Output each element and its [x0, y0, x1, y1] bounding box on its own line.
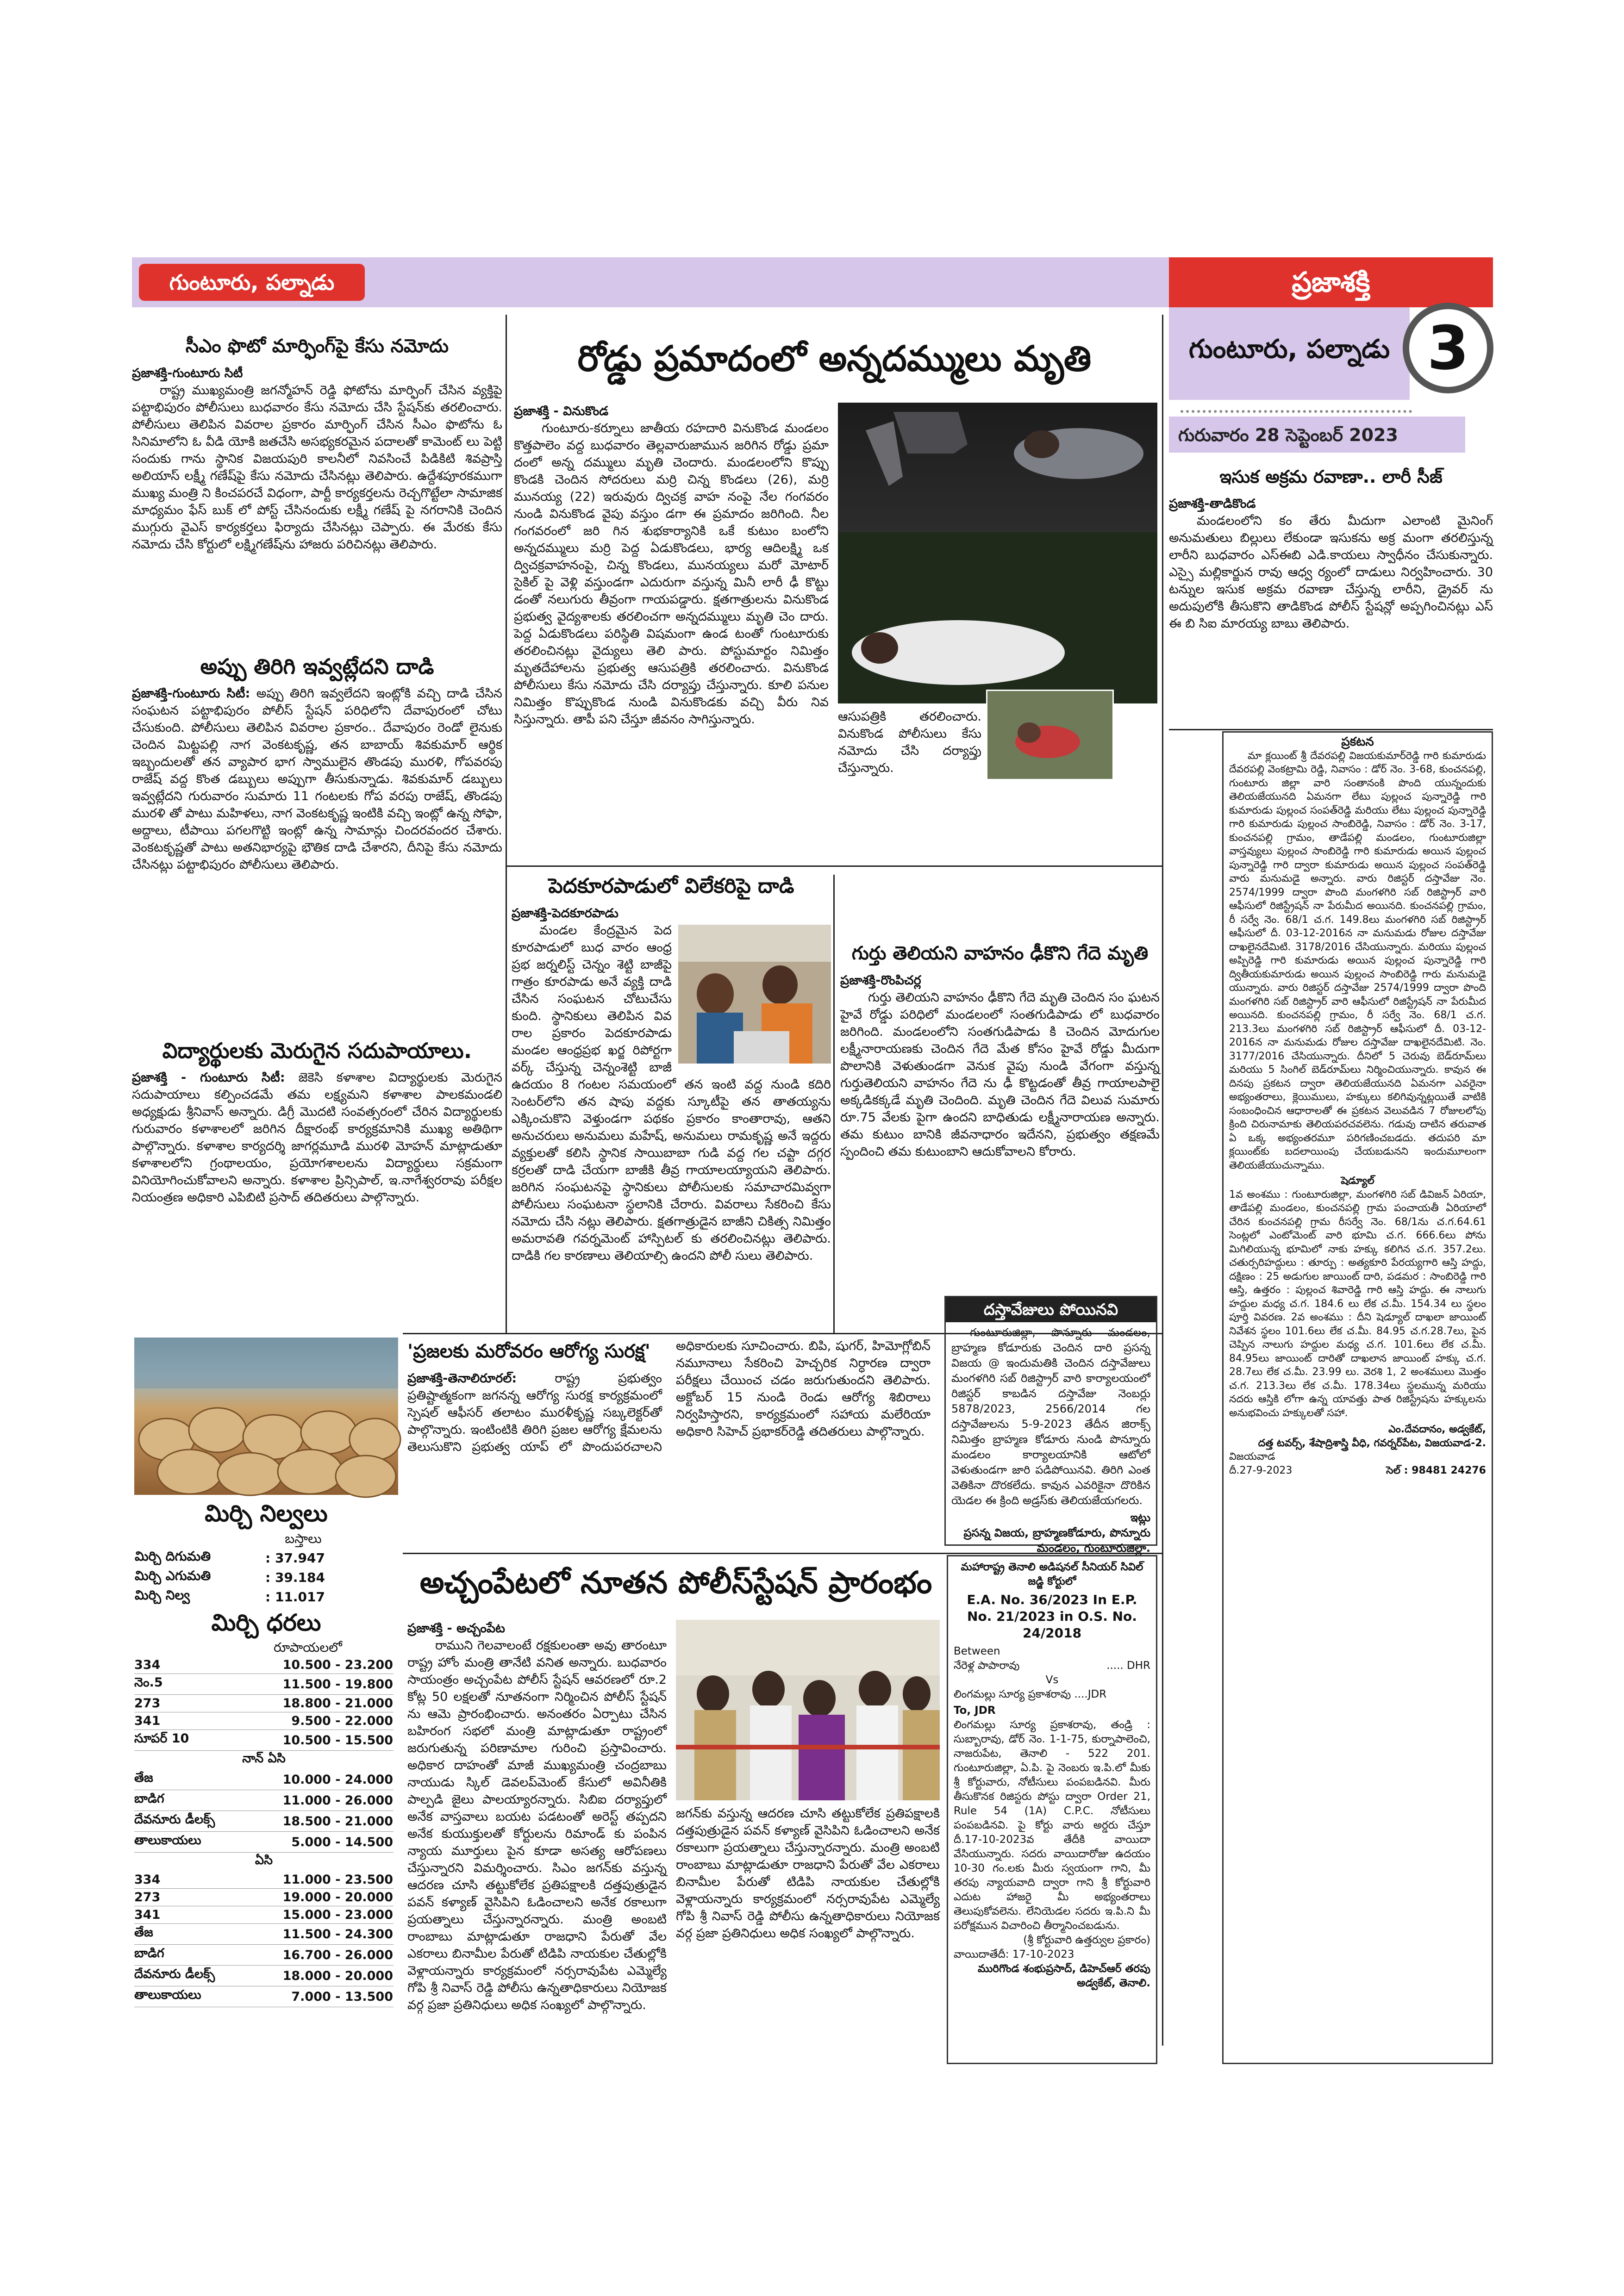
price-row: [134, 1730, 394, 1751]
lost-docs-sig-label: ఇట్లు: [1130, 1511, 1150, 1524]
cow-body: గుర్తు తెలియని వాహనం ఢీకొని గేదె మృతి చెందిన సం ఘటన హైవే రోడ్డు పరిధిలో మండలంలో సంతగుడిపాడు లో బుధవారం జరిగింది. మండలంలోని సంతగుడిపాడు కి చెందిన మోదుగుల లక్ష్మీనారాయణకు చెందిన గేదె మేత కోసం హైవే రోడ్డు మీదుగా పొలానికి వెళుతుండగా వెనుక వైపు నుండి వేగంగా వస్తున్న గుర్తుతెలియని వాహనం గేదె ను ఢీ కొట్టడంతో తీవ్ర గాయాలపాలై అక్కడికక్కడే మృతి చెందింది. మృతి చెందిన గేదె విలువ సుమారు రూ.75 వేలకు పైగా ఉందని బాధితుడు లక్ష్మీనారాయణ అన్నారు. తమ కుటుం బానికి జీవనాధారం ఇదేనని, ప్రభుత్వం తక్షణమే స్పందించి తమ కుటుంబాని ఆదుకోవాలని కోరారు.: [840, 990, 1160, 1159]
price-variety: నెం.5: [134, 1675, 163, 1690]
hrule-lead: [507, 865, 1162, 867]
police-continued: జగన్‌కు వస్తున్న ఆదరణ చూసి తట్టుకోలేక ప్రతిపక్షాలకి దత్తపుత్రుడైన పవన్ కళ్యాణ్ వైసిపిని ఓడించాలని అనేక రకాలుగా ప్రయత్నాలు చేస్తున్నారన్నారు. మంత్రి అంబటి రాంబాబు మాట్లాడుతూ రాజధాని పేరుతో వేల ఎకరాలు బినామీల పేరుతో టిడిపి నాయకుల చేతుల్లోకి వెళ్లాయన్నారు కార్యక్రమంలో నర్సరావుపేట ఎమ్మెల్యే గోపి శ్రీ నివాస్ రెడ్డి పోలీసు ఉన్నతాధికారులు నియోజక వర్గ ప్రజా ప్రతినిధులు అధిక సంఖ్యలో పాల్గొన్నారు.: [676, 1806, 940, 1941]
price-variety: బాడిగ: [134, 1946, 164, 1960]
court-between: Between: [954, 1645, 1000, 1657]
court-role1: ..... DHR: [1106, 1660, 1150, 1672]
legal-place: విజయవాడ: [1229, 1451, 1275, 1462]
price-range: 10.500 - 15.500: [282, 1733, 393, 1748]
chilli-market-photo: [134, 1338, 398, 1495]
price-range: 18.800 - 21.000: [282, 1696, 393, 1711]
mirchi-prices-title: మిర్చి ధరలు: [211, 1609, 321, 1636]
price-range: 10.000 - 24.000: [282, 1772, 393, 1787]
health-body: రాష్ట్ర ప్రభుత్వం ప్రతిష్టాత్మకంగా జగనన్న ఆరోగ్య సురక్ష కార్యక్రమంలో స్పెషల్ ఆఫీసర్ తలాటం మురళీకృష్ణ సబ్కలెక్టర్‌తో పాల్గొన్నారు. ఇంటింటికి తిరిగి ప్రజల ఆరోగ్య క్షేమలను తెలుసుకొని ప్రభుత్వ యాప్ లో పొందుపరచాలని అధికారులకు సూచించారు. బిపి, షుగర్, హిమోగ్లోబిన్ నమూనాలు సేకరించి హెచ్చరిక నిర్ధారణ ద్వారా పరీక్షలు చేయించ చడం జరుగుతుందని తెలిపారు. అక్టోబర్ 15 నుండి రెండు ఆరోగ్య శిబిరాలు నిర్వహిస్తారని, కార్యక్రమంలో సహాయ మలేరియా అధికారి సిహెచ్ ప్రభాకర్‌రెడ్డి తదితరులు పాల్గొన్నారు.: [407, 1339, 931, 1454]
price-subhead: [134, 1751, 394, 1770]
police-text-a: [407, 1620, 667, 2064]
court-party2: లింగమల్లు సూర్య ప్రకాశరావు ....JDR: [954, 1688, 1107, 1700]
story-debt-dateline: ప్రజాశక్తి-గుంటూరు సిటీ:: [132, 686, 250, 701]
col-rule-1: [506, 315, 507, 1333]
court-name: మహారాష్ట్ర తెనాలి అడిషనల్ సీనియర్ సివిల్ జడ్జి కోర్టులో: [961, 1561, 1143, 1587]
police-inauguration-photo: [676, 1620, 940, 1800]
price-subhead-label: ఏసి: [255, 1853, 273, 1867]
lead-text-col: [514, 403, 829, 861]
price-row: [134, 1945, 394, 1966]
police-headline: అచ్చంపేటలో నూతన పోలీస్‌స్టేషన్ ప్రారంభం: [419, 1565, 932, 1600]
court-party1: నేరెళ్ల పాపారావు: [954, 1660, 1020, 1672]
price-variety: సూపర్ 10: [134, 1731, 189, 1746]
price-variety: దేవనూరు డీలక్స్: [134, 1812, 215, 1827]
story-morphing: [132, 332, 502, 652]
price-range: 10.500 - 23.200: [282, 1658, 393, 1672]
court-body: లింగమల్లు సూర్య ప్రకాశరావు, తండ్రి : సుబ్బారావు, డోర్ నెం. 1-1-75, కుర్నాపాలెంచి, నాజరుపేట, తెనాలి - 522 201. గుంటూరుజిల్లా, ఏ.పి. పై నెంబరు ఇ.పి.లో మీకు శ్రీ కోర్టువారు, నోటీసులు పంపబడినవి. మీరు తీసుకొనక రిజిస్టరు పోస్టు ద్వారా Order 21, Rule 54 (1A) C.P.C. నోటీసులు పంపబడినవి. పై కోర్టు వారు అర్డరు చేస్తూ దీ.17-10-2023వ తేదీకి వాయిదా వేసియున్నారు. సదరు వాయిదారోజు ఉదయం 10-30 గం.లకు మీరు స్వయంగా గాని, మీ తరపు న్యాయవాది ద్వారా గాని శ్రీ కోర్టువారి ఎదుట హాజరై మీ అభ్యంతరాలు తెలుపుకోవలెను. లేనియెడల సదరు ఇ.పి.ని మీ పరోక్షమున విచారించి తీర్మానించబడును.: [954, 1719, 1150, 1932]
lead-dateline: ప్రజాశక్తి - వినుకొండ: [514, 404, 609, 418]
lost-docs-box: [944, 1296, 1157, 1555]
stock-row: [134, 1568, 394, 1587]
lead-accident-photo: [838, 403, 1157, 703]
stock-label: మిర్చి ఎగుమతి: [135, 1568, 211, 1583]
price-variety: 341: [134, 1714, 161, 1728]
story-morphing-headline: సీఎం ఫొటో మార్ఫింగ్‌పై కేసు నమోదు: [185, 336, 449, 357]
price-variety: 273: [134, 1890, 161, 1904]
legal-signer-address: దత్త టవర్స్, శేషాద్రిశాస్త్రి వీధి, గవర్నర్‌పేట, విజయవాడ-2.: [1258, 1437, 1486, 1449]
story-sand: [1169, 463, 1493, 722]
cow-headline: గుర్తు తెలియని వాహనం ఢీకొని గేదె మృతి: [851, 943, 1149, 964]
price-row: [134, 1924, 394, 1945]
price-variety: తేజ: [134, 1925, 153, 1940]
price-row: [134, 1656, 394, 1674]
police-text-b: [676, 1805, 940, 2064]
price-variety: దేవనూరు డీలక్స్: [134, 1967, 215, 1981]
price-row: [134, 1674, 394, 1695]
lost-docs-body: గుంటూరుజిల్లా, పొన్నూరు మండలం, బ్రాహ్మణ కోడూరుకు చెందిన దారి ప్రసన్న విజయ @ ఇందుమతికి చెందిన దస్తావేజులు మంగళగిరి సబ్ రిజిస్ట్రార్ వారి కార్యాలయంలో రిజిస్టర్ కాబడిన దస్తావేజు నెంబర్లు 5878/2023, 2566/2014 గల దస్తావేజులను 5-9-2023 తేదీన జిరాక్స్ నిమిత్తం బ్రాహ్మణ కోడూరు నుండి పొన్నూరు మండలం కార్యాలయానికి ఆటోలో వెళుతుండగా జారి పడిపోయినవి. తిరిగి ఎంత వెతికినా దొరకలేదు. కావున ఎవరికైనా దొరికిన యెడల ఈ క్రింది అడ్రస్‌కు తెలియజేయగలరు.: [951, 1326, 1150, 1507]
price-range: 15.000 - 23.000: [282, 1908, 393, 1922]
legal-phone: సెల్ : 98481 24276: [1386, 1464, 1486, 1476]
court-case-number: E.A. No. 36/2023 In E.P. No. 21/2023 in O.S. No. 24/2018: [967, 1592, 1137, 1641]
price-range: 11.500 - 19.800: [282, 1677, 393, 1692]
price-variety: 334: [134, 1658, 161, 1672]
price-subhead: [134, 1853, 394, 1872]
price-row: [134, 1832, 394, 1853]
price-variety: తేజ: [134, 1771, 153, 1785]
price-row: [134, 1769, 394, 1790]
sand-headline: ఇసుక అక్రమ రవాణా.. లారీ సీజ్: [1219, 467, 1443, 487]
price-variety: 341: [134, 1908, 161, 1922]
price-subhead-label: నాన్ ఏసి: [242, 1751, 286, 1766]
lead-body: గుంటూరు-కర్నూలు జాతీయ రహదారి వినుకొండ మండలం కొత్తపాలెం వద్ద బుధవారం తెల్లవారుజామున జరిగిన రోడ్డు ప్రమా దంలో అన్న దమ్ములు మృతి చెందారు. మండలంలోని కొప్పు కొండకి చెందిన సోదరులు మర్రి చిన్న కొండలు (26), మర్రి మునయ్య (22) ఇరువురు ద్విచక్ర వాహ నంపై నేల గంగవరం నుండి వినుకొండ వైపు వస్తుం డగా ఈ ప్రమాదం జరిగింది. నీల గంగవరంలో జరి గిన శుభకార్యానికి ఒకే కుటుం బంలోని అన్నదమ్ములు మర్రి పెద్ద ఏడుకొండలు, భార్య ఆదిలక్ష్మి ఒక ద్విచక్రవాహనంపై, చిన్న కొండలు, మునయ్యలు మరో మోటార్ సైకిల్ పై వెళ్లి వస్తుండగా ఎదురుగా వస్తున్న మినీ లారీ ఢీ కొట్టు డంతో నలుగురు తీవ్రంగా గాయపడ్డారు. క్షతగాత్రులను వినుకొండ ప్రభుత్వ వైద్యశాలకు తరలించగా అన్నదమ్ములు మృతి చెం దారు. పెద్ద ఏడుకొండలు పరిస్థితి విషమంగా ఉండ టంతో గుంటూరుకు తరలించినట్లు వైద్యులు తెలి పారు. పోస్టుమార్టం నిమిత్తం మృతదేహాలను ప్రభుత్వ ఆసుపత్రికి తరలించారు. వినుకొండ పోలీసులు కేసు నమోదు చేసి దర్యాప్తు చేస్తున్నారు. కూలి పనుల నిమిత్తం కొప్పుకొండ నుండి వినుకొండకు వచ్చి వీరు నివ సిస్తున్నారు. తాపీ పని చేస్తూ జీవనం సాగిస్తున్నారు.: [514, 421, 829, 727]
story-cow: [840, 940, 1160, 1291]
story-debt-headline: అప్పు తిరిగి ఇవ్వట్లేదని దాడి: [200, 654, 434, 679]
price-row: [134, 1889, 394, 1906]
col-rule-3: [833, 875, 835, 1333]
brand-logo: ప్రజాశక్తి: [1292, 266, 1370, 299]
price-row: [134, 1986, 394, 2007]
price-range: 19.000 - 20.000: [282, 1890, 393, 1904]
stock-label: మిర్చి దిగుమతి: [135, 1549, 211, 1564]
court-notice-box: [947, 1555, 1157, 2064]
price-row: [134, 1712, 394, 1730]
price-range: 16.700 - 26.000: [282, 1948, 393, 1962]
stock-value: : 37.947: [265, 1550, 325, 1566]
legal-signer: ఎం.దేవదానం, అడ్వకేట్,: [1388, 1424, 1486, 1435]
cow-dateline: ప్రజాశక్తి-రొంపిచర్ల: [840, 973, 921, 988]
page-number: 3: [1427, 313, 1469, 383]
price-variety: తాలుకాయలు: [134, 1988, 201, 2002]
lost-docs-title: దస్తావేజులు పోయినవి: [946, 1297, 1156, 1322]
stock-label: మిర్చి నిల్వ: [135, 1587, 190, 1603]
police-body: రాముని గెలవాలంటే రక్షకులంతా అవు తారంటూ రాష్ట్ర హోం మంత్రి తానేటి వనిత అన్నారు. బుధవారం సాయంత్రం అచ్చంపేట పోలీస్ స్టేషన్ ఆవరణలో రూ.2 కోట్ల 50 లక్షలతో నూతనంగా నిర్మించిన పోలీస్ స్టేషన్ ను ఆమె ప్రారంభించారు. అనంతరం ఏర్పాటు చేసిన బహిరంగ సభలో మంత్రి మాట్లాడుతూ రాష్ట్రంలో జరుగుతున్న పరిణామాల గురించి ప్రస్తావించారు. అధికార దాహంతో మాజీ ముఖ్యమంత్రి చంద్రబాబు నాయుడు స్కిల్ డెవలప్‌మెంట్ కేసులో అవినీతికి పాల్పడి జైలు పాలయ్యారన్నారు. సిబిఐ దర్యాప్తులో అనేక వాస్తవాలు బయట పడటంతో అరెస్ట్ తప్పదని అనేక కుయుక్తులతో కోర్టులను రిమాండ్ కు పంపిన న్యాయ మూర్తులు పైన కూడా అసత్య ఆరోపణలు చేస్తున్నారని విమర్శించారు. సిఎం జగన్‌కు వస్తున్న ఆదరణ చూసి తట్టుకోలేక ప్రతిపక్షాలకి దత్తపుత్రుడైన పవన్ కళ్యాణ్ వైసిపిని ఓడించాలని అనేక రకాలుగా ప్రయత్నాలు చేస్తున్నారన్నారు. మంత్రి అంబటి రాంబాబు మాట్లాడుతూ రాజధాని పేరుతో వేల ఎకరాలు బినామీల పేరుతో టిడిపి నాయకుల చేతుల్లోకి వెళ్లాయన్నారు కార్యక్రమంలో నర్సరావుపేట ఎమ్మెల్యే గోపి శ్రీ నివాస్ రెడ్డి పోలీసు ఉన్నతాధికారులు నియోజక వర్గ ప్రజా ప్రతినిధులు అధిక సంఖ్యలో పాల్గొన్నారు.: [407, 1638, 667, 2012]
price-row: [134, 1871, 394, 1889]
price-range: 11.000 - 23.500: [282, 1873, 393, 1887]
price-range: 18.500 - 21.000: [282, 1814, 393, 1829]
section-label: గుంటూరు, పల్నాడు: [139, 264, 365, 301]
health-dateline: ప్రజాశక్తి-తెనాలిరూరల్:: [407, 1371, 517, 1386]
pedakurapadu-headline: పెదకూరపాడులో విలేకరిపై దాడి: [548, 874, 794, 898]
lost-docs-sig-name: ప్రసన్న విజయ, బ్రాహ్మణకోడూరు, పొన్నూరు మండలం, గుంటూరుజిల్లా.: [963, 1526, 1150, 1555]
pedakurapadu-dateline: ప్రజాశక్తి-పెదకూరపాడు: [512, 906, 618, 921]
price-range: 5.000 - 14.500: [291, 1835, 393, 1849]
court-hearing-date: వాయిదాతేదీ: 17-10-2023: [954, 1948, 1074, 1960]
story-students-dateline: ప్రజాశక్తి - గుంటూరు సిటీ:: [132, 1070, 285, 1085]
price-variety: బాడిగ: [134, 1792, 164, 1806]
health-headline: 'ప్రజలకు మరోవరం ఆరోగ్య సురక్ష': [407, 1341, 650, 1362]
col-rule-2: [1162, 315, 1163, 2046]
dot-rule: [1181, 410, 1412, 413]
sand-body: మండలంలోని కం తేరు మీదుగా ఎలాంటి మైనింగ్ అనుమతులు బిల్లులు లేకుండా ఇసుకను అక్ర మంగా తరలిస్తున్న లారీని బుధవారం ఎస్ఈబి ఎడి.కాయలు స్వాధీనం చేసుకున్నారు. ఎస్సై మల్లికార్జున రావు ఆధ్వ ర్యంలో దాడులు నిర్వహించారు. 30 టన్నుల ఇసుక అక్రమ రవాణా చేస్తున్న లారీని, డ్రైవర్ ను అదుపులోకి తీసుకొని తాడికొండ పోలీస్ స్టేషన్లో అప్పగించినట్లు ఎస్ ఈ బి సిఐ మారయ్య బాబు తెలిపారు.: [1169, 514, 1493, 631]
price-row: [134, 1811, 394, 1832]
price-range: 9.500 - 22.000: [291, 1714, 393, 1728]
brand-box: [1169, 257, 1493, 307]
price-row: [134, 1695, 394, 1712]
price-variety: 273: [134, 1696, 161, 1711]
story-health: [407, 1338, 931, 1550]
price-row: [134, 1966, 394, 1986]
pedakurapadu-body: మండల కేంద్రమైన పెద కూరపాడులో బుధ వారం ఆంధ్ర ప్రభ జర్నలిస్ట్ చెన్నం శెట్టి బాజీపై గాత్రం కూరపాడు అనే వ్యక్తి దాడి చేసిన సంఘటన చోటుచేసు కుంది. స్థానికులు తెలిపిన వివ రాల ప్రకారం పెదకూరపాడు మండల ఆంధ్రప్రభ ఖర్జ రిపోర్టగా వర్క్ చేస్తున్న చెన్నంశెట్టి బాజీ ఉదయం 8 గంటల సమయంలో తన ఇంటి వద్ద నుండి కదిరి సెంటర్‌లోని తన షాపు వద్దకు స్కూటీపై తన తాతయ్యను ఎక్కించుకొని వెళ్తుండగా పథకం ప్రకారం కాంతారావు, ఆతని అనుచరులు అనుమలు మహేష్, అనుమలు రామకృష్ణ అనే ఇద్దరు వ్యక్తులతో కలిసి స్థానిక సాయిబాబా గుడి వద్ద గల చప్టా దగ్గర కర్రలతో దాడి చేయగా బాజీకి తీవ్ర గాయాలయ్యాయని తెలిపారు. జరిగిన సంఘటనపై స్థానికులు పోలీసులకు సమాచారమివ్వగా పోలీసులు సంఘటనా స్థలానికి చేరారు. వివరాలు సేకరించి కేసు నమోదు చేసి నట్లు తెలిపారు. క్షతగాత్రుడైన బాజీని చికిత్స నిమిత్తం అమరావతి గవర్నమెంట్ హాస్పిటల్ కు తరలించినట్లు తెలిపారు. దాడికి గల కారణాలు తెలియాల్సి ఉందని పోలీ సులు తెలిపారు.: [512, 923, 831, 1263]
story-students-body: జెకెసి కళాశాల విద్యార్థులకు మెరుగైన సదుపాయాలు కల్పించడమే తమ లక్ష్యమని కళాశాల పాలకమండలి అధ్యక్షుడు శ్రీనివాస్ అన్నారు. డిగ్రీ మొదటి సంవత్సరంలో చేరిన విద్యార్థులకు గురువారం కళాశాలలో జరిగిన దీక్షారంభ్ కార్యక్రమానికి ముఖ్య అతిథిగా పాల్గొన్నారు. కళాశాల కార్యదర్శి జాగర్లమూడి మురళి మోహన్ మాట్లాడుతూ కళాశాలలోని గ్రంథాలయం, ప్రయోగశాలలను విద్యార్థులు సక్రమంగా వినియోగించుకోవాలని అన్నారు. కళాశాల ప్రిన్సిపాల్, ఇ.నాగేశ్వరరావు పరీక్షల నియంత్రణ అధికారి ఎపిబిటి ప్రసాద్ తదితరులు పాల్గొన్నారు.: [132, 1070, 502, 1205]
lead-headline: రోడ్డు ప్రమాదంలో అన్నదమ్ములు మృతి: [577, 338, 1092, 379]
price-row: [134, 1906, 394, 1924]
lead-continued-text: ఆసుపత్రికి తరలించారు. వినుకొండ పోలీసులు కేసు నమోదు చేసి దర్యాప్తు చేస్తున్నారు.: [838, 709, 981, 775]
issue-date: గురువారం 28 సెప్టెంబర్ 2023: [1178, 425, 1398, 445]
hrule-right: [1169, 729, 1493, 730]
story-morphing-body: రాష్ట్ర ముఖ్యమంత్రి జగన్మోహన్ రెడ్డి ఫోటోను మార్ఫింగ్ చేసిన వ్యక్తిపై పట్టాభిపురం పోలీసులు బుధవారం కేసు నమోదు చేసి స్టేషన్‌కు తరలించారు. పోలీసులు తెలిపిన వివరాల ప్రకారం మార్ఫింగ్ చేసిన సీఎం ఫొటోను ఓ సినిమాలోని ఓ వీడి యోకి జతచేసి అసభ్యకరమైన పదాలతో కామెంట్ లు పెట్టి సందుకు గాను స్థానిక విజయపురి కాలనీలో నివసించే పిడికిటి శివప్రాస్తి అలియాస్ లక్ష్మీ గణేష్‌పై కేసు నమోదు చేసినట్లు తెలిపారు. ఉద్దేశపూరకముగా ముఖ్య మంత్రి ని కించపరచే విధంగా, పార్టీ కార్యకర్తలను రెచ్చగొట్టేలా సామాజిక మాధ్యమం ఫేస్ బుక్ లో పోస్ట్ చేసినందుకు లక్ష్మీ గణేష్ పై నగరానికి చెందిన ముగ్గురు వైఎస్ కార్యకర్తలు ఫిర్యాదు చేసినట్లు చెప్పారు. ఈ మేరకు కేసు నమోదు చేసి కోర్టులో లక్ష్మిగణేష్‌ను హాజరు పరిచినట్లు తెలిపారు.: [132, 383, 502, 552]
sand-dateline: ప్రజాశక్తి-తాడికొండ: [1169, 497, 1256, 511]
mirchi-unit: బస్తాలు: [285, 1531, 322, 1546]
stock-row: [134, 1587, 394, 1606]
legal-body: మా క్లయింట్ శ్రీ దేవరపల్లి విజయకుమార్‌రెడ్డి గారి కుమారుడు దేవరపల్లి వెంకట్రామి రెడ్డి, నివాసం : డోర్ నెం. 3-68, కుంచనపల్లి, గుంటూరు జిల్లా వారి సంతానంకి పొంది యున్నందుకు తెలియజేయునది ఏమనగా లేటు పుల్లంచ పున్నారెడ్డి గారి కుమారుడు పుల్లంచ సంపత్‌రెడ్డి మరియు లేటు పుల్లంచ పున్నారెడ్డి గారి కుమారుడు పుల్లంచ సాంబిరెడ్డి, నివాసం : డోర్ నెం. 3-17, కుంచనపల్లి గ్రామం, తాడేపల్లి మండలం, గుంటూరుజిల్లా వాస్తవ్యులు పుల్లంచ సాంబిరెడ్డి గారి కుమారుడు అయిన పుల్లంచ పున్నారెడ్డి గారి ద్వారా కుమారుడు అయిన పుల్లంచ సంపత్‌రెడ్డి వారు మనుమడై అన్నారు. వారు రిజిస్టర్ దస్తావేజు నెం. 2574/1999 ద్వారా పొంది మంగళగిరి సబ్ రిజిస్ట్రార్ వారి ఆఫీసులో రిజిస్ట్రేషన్ నా పేరుమీద అయినది. కుంచనపల్లి గ్రామం, రీ సర్వే నెం. 68/1 చ.గ. 149.8లు మంగళగిరి సబ్ రిజిస్ట్రార్ ఆఫీసులో దీ. 03-12-2016న నా మనుమడు రోజుల దస్తావేజు దాఖలైనదేమిటి. 3178/2016 చేసియున్నారు. మరియు పుల్లంచ అప్పిరెడ్డి గారి కుమారుడు అయిన పుల్లంచ పున్నారెడ్డి గారి ద్వితీయకుమారుడు అయిన పుల్లంచ సాంబిరెడ్డి గారు మనుమడై యున్నారు. వారు రిజిస్టర్ దస్తావేజు 2574/1999 ద్వారా పొంది మంగళగిరి సబ్ రిజిస్ట్రార్ వారి ఆఫీసులో రిజిస్ట్రేషన్ నా పేరుమీద అయినది. కుంచనపల్లి గ్రామం, రీ సర్వే నెం. 68/1 చ.గ. 213.3లు మంగళగిరి సబ్ రిజిస్ట్రార్ ఆఫీసులో దీ. 03-12-2016న నా మనుమడు రోజుల దస్తావేజు దాఖలైనదేమిటి. నెం. 3177/2016 చేసియున్నారు. దీనిలో 5 చెరువు బెడ్‌‌రూమ్‌లు మరియు 5 సింగిల్ బెడ్‌రూమ్‌లు నిర్మించియున్నారు. కావున ఈ దినపు ప్రకటన ద్వారా తెలియజేయునది ఏమనగా ఎవరైనా అభ్యంతరాలు, క్లెయిములు, హక్కులు కలిగివున్నట్లయితే వాటికి సంబంధించిన ఆధారాలతో ఈ ప్రకటన వెలువడిన 7 రోజులలోపు క్రింది చిరునామాకు తెలియపరచవలెను. గడువు దాటిన తరువాత ఏ ఒక్క అభ్యంతరమూ పరిగణించబడదు. తదుపరి మా క్లయింట్‌కు బదలాయింపు చేయబడునని ఇందుమూలంగా తెలియజేయుచున్నాము.: [1229, 750, 1486, 1171]
price-range: 7.000 - 13.500: [291, 1989, 393, 2004]
legal-schedule: 1వ అంశము : గుంటూరుజిల్లా, మంగళగిరి సబ్ డివిజన్ ఏరియా, తాడేపల్లి మండలం, కుంచనపల్లి గ్రామ పంచాయతీ ఏరియాలో చేరిన కుంచనపల్లి గ్రామ రీసర్వే నెం. 68/1ను చ.గ.64.61 సెంట్లలో ఎంటోమెంట్ వారి భూమి చ.గ. 666.6లు పోను మిగిలియున్న భూమిలో నాకు హక్కు కలిగిన చ.గ. 357.2లు. చతుర్సరిహద్దులు : తూర్పు : అత్యకూరి పేరయ్యగారి ఆస్తి హద్దు, దక్షిణం : 25 అడుగుల జాయింట్ దారి, పడమర : సాంబిరెడ్డి గారి ఆస్తి, ఉత్తరం : పుల్లంచ శివారెడ్డి గారి ఆస్తి హద్దు. ఈ నాలుగు హద్దుల మధ్య చ.గ. 184.6 లు లేక చ.మీ. 154.34 లు స్థలం పూర్తి వివరణ. 2వ అంశము : దీని షెడ్యూల్ దాఖలా జాయింట్ నివేశన స్థలం 101.6లు లేక చ.మీ. 84.95 చ.గ.28.7లు, పైన చెప్పిన నాలుగు హద్దుల మధ్య చ.గ. 101.6లు లేక చ.మీ. 84.95లు జాయింట్ దారితో దాఖలాన జాయింట్ హక్కు చ.గ. 28.7లు లేక చ.మీ. 23.99 లు. వెరశి 1, 2 అంశములు మొత్తం చ.గ. 213.3లు లేక చ.మీ. 178.34లు స్థలమున్న మరియు నదరు ఆస్తికి లోగా ఉన్న యావత్తు పాత రిజిస్ట్రేషను హక్కులను అనుభవించు హక్కులతో సహా.: [1229, 1188, 1487, 1419]
court-to: To, JDR: [954, 1705, 996, 1717]
price-range: 18.000 - 20.000: [282, 1968, 393, 1983]
mirchi-title: మిర్చి నిల్వలు: [205, 1500, 328, 1527]
page-number-badge: [1403, 303, 1493, 393]
lead-continued: [838, 708, 981, 861]
mirchi-box: [134, 1497, 398, 2066]
stock-value: : 39.184: [265, 1569, 325, 1585]
price-row: [134, 1790, 394, 1811]
edition-label: గుంటూరు, పల్నాడు: [1188, 334, 1390, 364]
story-students: [132, 1037, 502, 1333]
legal-title: ప్రకటన: [1341, 735, 1374, 749]
pedakurapadu-photo: [678, 925, 831, 1064]
story-pedakurapadu: [512, 872, 831, 1331]
court-order: (శ్రీ కోర్టువారి ఉత్తర్వుల ప్రకారం): [1023, 1934, 1150, 1946]
lead-inset-photo: [986, 690, 1114, 780]
story-students-headline: విద్యార్థులకు మెరుగైన సదుపాయాలు.: [162, 1038, 472, 1063]
mirchi-stocks-table: [134, 1548, 394, 1606]
price-range: 11.500 - 24.300: [282, 1927, 393, 1941]
price-range: 11.000 - 26.000: [282, 1793, 393, 1808]
price-variety: 334: [134, 1873, 161, 1887]
legal-notice-box: [1222, 731, 1493, 2064]
mirchi-prices-unit: రూపాయలలో: [274, 1640, 342, 1655]
police-dateline: ప్రజాశక్తి - అచ్చంపేట: [407, 1621, 506, 1636]
story-morphing-dateline: ప్రజాశక్తి-గుంటూరు సిటీ: [132, 366, 243, 380]
stock-value: : 11.017: [265, 1589, 325, 1605]
legal-schedule-title: షెడ్యూల్: [1341, 1175, 1374, 1187]
court-vs: Vs: [1045, 1674, 1059, 1686]
story-debt-body: అప్పు తిరిగి ఇవ్వలేదని ఇంట్లోకి వచ్చి దాడి చేసిన సంఘటన పట్టాభిపురం పోలీస్ స్టేషన్ పరిధిలోని దేవాపురంలో చోటు చేసుకుంది. పోలీసులు తెలిపిన వివరాల ప్రకారం.. దేవాపురం రెండో లైనుకు చెందిన మిట్టపల్లి నాగ వెంకటకృష్ణ, తన బాబాయ్ శివకుమార్ ఆర్థిక ఇబ్బందులతో తన వ్యాపార భాగ స్వాములైన తొండపు మురళి, గోపవరపు రాజేష్ వద్ద కొంత డబ్బులు అప్పుగా తీసుకున్నాడు. శివకుమార్ డబ్బులు ఇవ్వట్లేదని గురువారం సుమారు 11 గంటలకు గోప వరపు రాజేష్, తొండపు మురళి తో పాటు మహిళలు, నాగ వెంకటకృష్ణ ఇంటికి వచ్చి ఇంట్లో ఉన్న సోఫా, అద్దాలు, టీపాయి పగలగొట్టి ఇంట్లో ఉన్న సామాన్లు చిందరవందర చేశారు. వెంకటకృష్ణతో పాటు అతనిభార్యపై భౌతిక దాడి చేశారని, దీనిపై కేసు నమోదు చేసినట్లు పట్టాభిపురం పోలీసులు తెలిపారు.: [132, 686, 502, 872]
legal-date: దీ.27-9-2023: [1229, 1464, 1293, 1476]
court-advocate: మురిగొండ శంభుప్రసాద్, డిహెచ్ఆర్ తరపు అడ్వకేట్, తెనాలి.: [978, 1963, 1150, 1989]
story-debt-attack: [132, 653, 502, 1032]
mirchi-prices-table: [134, 1656, 394, 2007]
price-variety: తాలుకాయలు: [134, 1833, 201, 1848]
stock-row: [134, 1548, 394, 1568]
